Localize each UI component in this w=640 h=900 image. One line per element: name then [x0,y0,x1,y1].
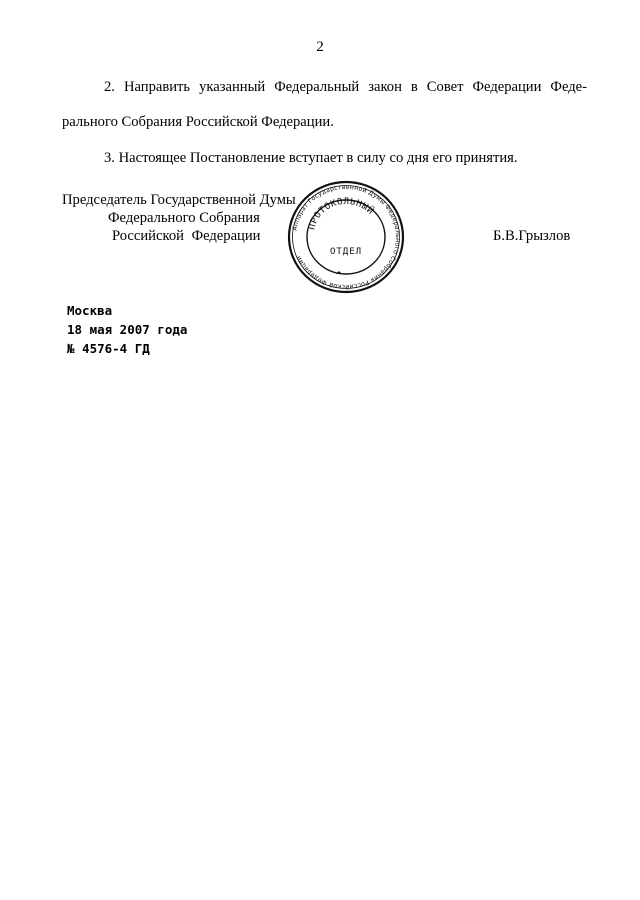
seal-outer-text: Аппарат Государственной Думы Федерального Собрания Российской Федерации [291,183,402,291]
seal-inner-text: ПРОТОКОЛЬНЫЙ [307,196,376,231]
signer-name: Б.В.Грызлов [493,228,571,244]
paragraph-3: 3. Настоящее Постановление вступает в силу со дня его принятия. [104,150,518,166]
seal-inner-text-2: ОТДЕЛ [329,247,363,257]
page-number: 2 [316,39,324,55]
svg-text:ПРОТОКОЛЬНЫЙ [307,197,376,231]
city: Москва [67,303,113,318]
paragraph-2-line-2: рального Собрания Российской Федерации. [62,114,334,130]
signer-title-line-3: Российской Федерации [112,228,261,244]
signer-title-line-2: Федерального Собрания [108,210,260,226]
document-number: № 4576-4 ГД [67,341,150,356]
paragraph-2-line-1: 2. Направить указанный Федеральный закон в Совет Федерации Феде- [104,79,587,95]
official-seal-stamp [286,178,406,296]
date: 18 мая 2007 года [67,322,188,337]
signer-title-line-1: Председатель Государственной Думы [62,192,296,208]
